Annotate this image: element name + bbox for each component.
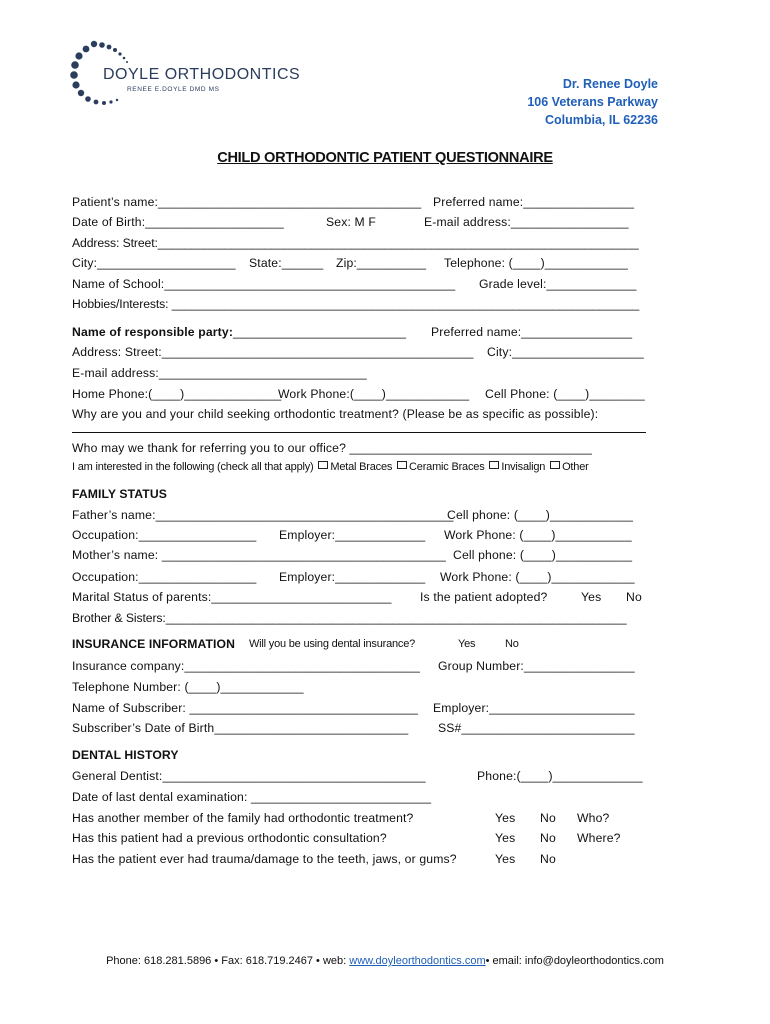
responsible-email-field[interactable]: E-mail address:______________________________ — [72, 366, 367, 380]
city-address: Columbia, IL 62236 — [544, 113, 658, 127]
trauma-yes[interactable]: Yes — [495, 852, 516, 866]
patient-preferred-field[interactable]: Preferred name:________________ — [433, 195, 635, 209]
interest-checklist — [72, 461, 589, 473]
patient-state-field[interactable]: State:______ — [249, 256, 324, 270]
subscriber-employer-field[interactable]: Employer:_____________________ — [433, 701, 635, 715]
interest-label: I am interested in the following (check all that apply) — [72, 461, 314, 473]
father-name-field[interactable]: Father’s name:___________________________________________ — [72, 508, 454, 522]
patient-city-field[interactable]: City:____________________ — [72, 256, 236, 270]
patient-address-field[interactable]: Address: Street:________________________________________________________________________ — [72, 236, 639, 250]
other-label: Other — [562, 461, 589, 473]
adopted-question: Is the patient adopted? — [420, 590, 548, 604]
father-employer-field[interactable]: Employer:_____________ — [279, 528, 426, 542]
family-ortho-question: Has another member of the family had orthodontic treatment? — [72, 811, 414, 825]
ceramic-braces-checkbox[interactable] — [397, 461, 407, 469]
siblings-field[interactable]: Brother & Sisters:_____________________________________________________________________ — [72, 611, 627, 625]
insurance-no-option[interactable]: No — [505, 638, 519, 650]
father-cell-field[interactable]: Cell phone: (____)____________ — [447, 508, 634, 522]
street-address: 106 Veterans Parkway — [527, 95, 658, 109]
mother-cell-field[interactable]: Cell phone: (____)___________ — [453, 548, 633, 562]
metal-braces-label: Metal Braces — [330, 461, 393, 473]
treatment-reason-line[interactable] — [72, 432, 646, 433]
footer-phone-fax: Phone: 618.281.5896 • Fax: 618.719.2467 • web: — [106, 955, 350, 967]
insurance-heading: INSURANCE INFORMATION — [72, 637, 236, 651]
page-title: CHILD ORTHODONTIC PATIENT QUESTIONNAIRE — [217, 150, 553, 166]
school-field[interactable]: Name of School:__________________________________________ — [72, 277, 456, 291]
patient-zip-field[interactable]: Zip:__________ — [336, 256, 427, 270]
invisalign-checkbox[interactable] — [489, 461, 499, 469]
family-ortho-no[interactable]: No — [540, 811, 556, 825]
dob-field[interactable]: Date of Birth:____________________ — [72, 215, 284, 229]
ceramic-braces-label: Ceramic Braces — [409, 461, 485, 473]
patient-telephone-field[interactable]: Telephone: (____)____________ — [444, 256, 628, 270]
metal-braces-checkbox[interactable] — [318, 461, 328, 469]
responsible-name-field[interactable] — [72, 325, 406, 339]
patient-name-field[interactable]: Patient’s name:______________________________________ — [72, 195, 422, 209]
office-address — [527, 75, 658, 129]
home-phone-field[interactable]: Home Phone:(____)______________ — [72, 387, 282, 401]
invisalign-label: Invisalign — [501, 461, 546, 473]
logo-name: DOYLE ORTHODONTICS — [103, 66, 301, 83]
mother-work-phone-field[interactable]: Work Phone: (____)____________ — [440, 570, 635, 584]
hobbies-field[interactable]: Hobbies/Interests: ______________________________________________________________________ — [72, 297, 640, 311]
responsible-name-line: _________________________ — [233, 325, 407, 339]
responsible-city-field[interactable]: City:___________________ — [487, 345, 644, 359]
father-occupation-field[interactable]: Occupation:_________________ — [72, 528, 257, 542]
mother-name-field[interactable]: Mother’s name: _________________________________________ — [72, 548, 446, 562]
adopted-yes-option[interactable]: Yes — [581, 590, 602, 604]
subscriber-name-field[interactable]: Name of Subscriber: _________________________________ — [72, 701, 419, 715]
grade-field[interactable]: Grade level:_____________ — [479, 277, 637, 291]
family-ortho-yes[interactable]: Yes — [495, 811, 516, 825]
cell-phone-field[interactable]: Cell Phone: (____)________ — [485, 387, 645, 401]
work-phone-field[interactable]: Work Phone:(____)____________ — [278, 387, 470, 401]
patient-email-field[interactable]: E-mail address:_________________ — [424, 215, 629, 229]
treatment-reason-question: Why are you and your child seeking orthodontic treatment? (Please be as specific as possible): — [72, 407, 599, 421]
subscriber-dob-field[interactable]: Subscriber’s Date of Birth____________________________ — [72, 721, 409, 735]
general-dentist-field[interactable]: General Dentist:______________________________________ — [72, 769, 426, 783]
prior-consult-where[interactable]: Where? — [577, 831, 621, 845]
family-ortho-who[interactable]: Who? — [577, 811, 610, 825]
insurance-yes-option[interactable]: Yes — [458, 638, 476, 650]
group-number-field[interactable]: Group Number:________________ — [438, 659, 635, 673]
marital-status-field[interactable]: Marital Status of parents:__________________________ — [72, 590, 392, 604]
sex-field[interactable]: Sex: M F — [326, 215, 376, 229]
trauma-no[interactable]: No — [540, 852, 556, 866]
footer-contact — [0, 955, 770, 967]
doctor-name: Dr. Renee Doyle — [562, 77, 658, 91]
footer-email: • email: info@doyleorthodontics.com — [485, 955, 664, 967]
prior-consult-no[interactable]: No — [540, 831, 556, 845]
prior-consult-yes[interactable]: Yes — [495, 831, 516, 845]
responsible-preferred-field[interactable]: Preferred name:________________ — [431, 325, 633, 339]
father-work-phone-field[interactable]: Work Phone: (____)___________ — [444, 528, 632, 542]
dentist-phone-field[interactable]: Phone:(____)_____________ — [477, 769, 643, 783]
insurance-telephone-field[interactable]: Telephone Number: (____)____________ — [72, 680, 304, 694]
adopted-no-option[interactable]: No — [626, 590, 642, 604]
logo-subtitle: RENEE E.DOYLE DMD MS — [127, 86, 220, 93]
mother-occupation-field[interactable]: Occupation:_________________ — [72, 570, 257, 584]
mother-employer-field[interactable]: Employer:_____________ — [279, 570, 426, 584]
other-checkbox[interactable] — [550, 461, 560, 469]
subscriber-ssn-field[interactable]: SS#_________________________ — [438, 721, 635, 735]
responsible-address-field[interactable]: Address: Street:_____________________________________________ — [72, 345, 474, 359]
website-link[interactable]: www.doyleorthodontics.com — [349, 955, 486, 967]
trauma-question: Has the patient ever had trauma/damage to the teeth, jaws, or gums? — [72, 852, 457, 866]
family-status-heading: FAMILY STATUS — [72, 487, 167, 501]
last-exam-field[interactable]: Date of last dental examination: __________________________ — [72, 790, 432, 804]
insurance-question: Will you be using dental insurance? — [249, 638, 416, 650]
responsible-name-label: Name of responsible party: — [72, 325, 234, 339]
insurance-company-field[interactable]: Insurance company:__________________________________ — [72, 659, 421, 673]
referral-field[interactable]: Who may we thank for referring you to our office? ___________________________________ — [72, 441, 593, 455]
prior-consult-question: Has this patient had a previous orthodontic consultation? — [72, 831, 387, 845]
dental-history-heading: DENTAL HISTORY — [72, 748, 179, 762]
